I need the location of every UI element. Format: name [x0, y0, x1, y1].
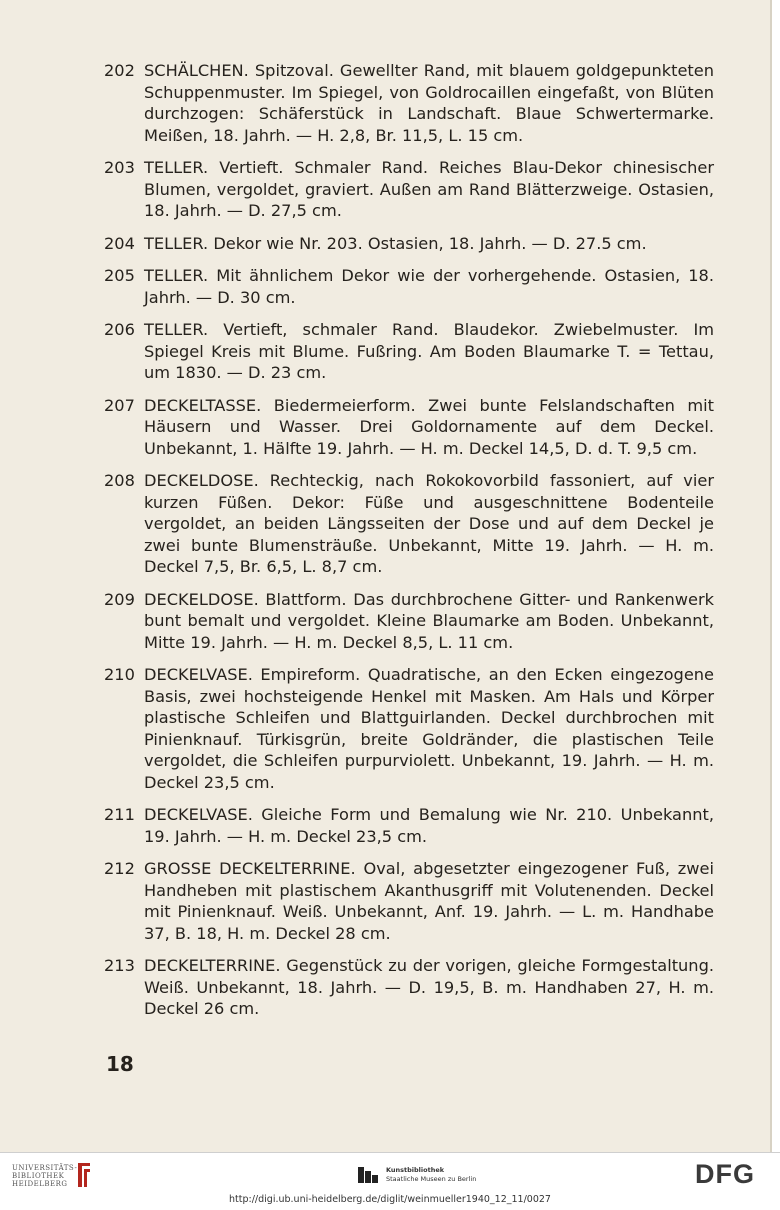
catalog-entry	[104, 470, 714, 578]
university-logo-icon	[74, 1161, 94, 1189]
footer-bar	[0, 1152, 780, 1195]
entry-text: GROSSE DECKELTERRINE. Oval, abgesetzter eingezogener Fuß, zwei Handheben mit plastischem Akanthusgriff mit Volutenenden. Deckel mit Pinienknauf. Weiß. Unbekannt, Anf. 19. Jahrh. — L. m. Handhabe 37, B. 18, H. m. Deckel 28 cm.	[144, 859, 714, 943]
entry-text: DECKELTERRINE. Gegenstück zu der vorigen, gleiche Formgestaltung. Weiß. Unbekannt, 18. Jahrh. — D. 19,5, B. m. Handhaben 27, H. m. Deckel 26 cm.	[144, 956, 714, 1018]
entry-text: DECKELVASE. Gleiche Form und Bemalung wie Nr. 210. Unbekannt, 19. Jahrh. — H. m. Deckel 23,5 cm.	[144, 805, 714, 846]
catalog-entries	[104, 60, 714, 1031]
kb-title: Kunstbibliothek	[386, 1166, 445, 1174]
entry-text: SCHÄLCHEN. Spitzoval. Gewellter Rand, mit blauem goldgepunkteten Schuppenmuster. Im Spiegel, von Goldrocaillen eingefaßt, von Blüten durchzogen: Schäferstück in Landschaft. Blaue Schwertermarke. Meißen, 18. Jahrh. — H. 2,8, Br. 11,5, L. 15 cm.	[144, 61, 714, 145]
entry-number: 208	[104, 471, 135, 490]
entry-text: DECKELVASE. Empireform. Quadratische, an den Ecken eingezogene Basis, zwei hochsteigende Henkel mit Masken. Am Hals und Körper plastische Schleifen und Blattguirlanden. Deckel durchbrochen mit Pinienknauf. Türkisgrün, breite Goldränder, die plastischen Teile vergoldet, die Schleifen purpurviolett. Unbekannt, 19. Jahrh. — H. m. Deckel 23,5 cm.	[144, 665, 714, 792]
catalog-entry	[104, 319, 714, 384]
entry-number: 205	[104, 266, 135, 285]
entry-text: TELLER. Vertieft, schmaler Rand. Blaudekor. Zwiebelmuster. Im Spiegel Kreis mit Blume. Fußring. Am Boden Blaumarke T. = Tettau, um 1830. — D. 23 cm.	[144, 320, 714, 382]
entry-number: 213	[104, 956, 135, 975]
entry-number: 212	[104, 859, 135, 878]
entry-number: 206	[104, 320, 135, 339]
entry-text: TELLER. Mit ähnlichem Dekor wie der vorhergehende. Ostasien, 18. Jahrh. — D. 30 cm.	[144, 266, 714, 307]
entry-number: 209	[104, 589, 135, 609]
entry-number: 204	[104, 233, 135, 253]
university-line: UNIVERSITÄTS-	[12, 1164, 78, 1172]
entry-text: DECKELDOSE. Rechteckig, nach Rokokovorbild fassoniert, auf vier kurzen Füßen. Dekor: Füße und ausgeschnittene Bodenteile vergoldet, an beiden Längsseiten der Dose und auf dem Deckel je zwei bunte Blumensträuße. Unbekannt, Mitte 19. Jahrh. — H. m. Deckel 7,5, Br. 6,5, L. 8,7 cm.	[144, 471, 714, 576]
catalog-entry	[104, 804, 714, 847]
catalog-entry	[104, 589, 714, 654]
catalog-entry	[104, 233, 714, 255]
catalog-entry	[104, 157, 714, 222]
entry-number: 202	[104, 61, 135, 80]
source-url[interactable]: http://digi.ub.uni-heidelberg.de/diglit/weinmueller1940_12_11/0027	[0, 1194, 780, 1210]
entry-number: 207	[104, 395, 135, 415]
catalog-entry	[104, 955, 714, 1020]
catalog-entry	[104, 664, 714, 793]
kb-subtitle: Staatliche Museen zu Berlin	[386, 1175, 477, 1183]
kunstbibliothek-logo-icon	[358, 1167, 380, 1183]
dfg-logo: DFG	[695, 1159, 755, 1189]
university-line: BIBLIOTHEK	[12, 1172, 65, 1180]
entry-text: TELLER. Dekor wie Nr. 203. Ostasien, 18. Jahrh. — D. 27.5 cm.	[144, 233, 647, 253]
entry-number: 210	[104, 665, 135, 684]
entry-number: 211	[104, 805, 135, 824]
university-library-label	[12, 1164, 77, 1188]
catalog-entry	[104, 265, 714, 308]
entry-text: TELLER. Vertieft. Schmaler Rand. Reiches Blau-Dekor chinesischer Blumen, vergoldet, graviert. Außen am Rand Blätterzweige. Ostasien, 18. Jahrh. — D. 27,5 cm.	[144, 158, 714, 220]
university-line: HEIDELBERG	[12, 1180, 68, 1188]
catalog-entry	[104, 858, 714, 944]
kunstbibliothek-label	[386, 1166, 476, 1184]
entry-number: 203	[104, 158, 135, 177]
page-number: 18	[106, 1052, 134, 1076]
catalog-entry	[104, 395, 714, 460]
catalog-entry	[104, 60, 714, 146]
entry-text: DECKELDOSE. Blattform. Das durchbrochene Gitter- und Rankenwerk bunt bemalt und vergoldet. Kleine Blaumarke am Boden. Unbekannt, Mitte 19. Jahrh. — H. m. Deckel 8,5, L. 11 cm.	[144, 589, 714, 652]
entry-text: DECKELTASSE. Biedermeierform. Zwei bunte Felslandschaften mit Häusern und Wasser. Drei Goldornamente auf dem Deckel. Unbekannt, 1. Hälfte 19. Jahrh. — H. m. Deckel 14,5, D. d. T. 9,5 cm.	[144, 395, 714, 458]
